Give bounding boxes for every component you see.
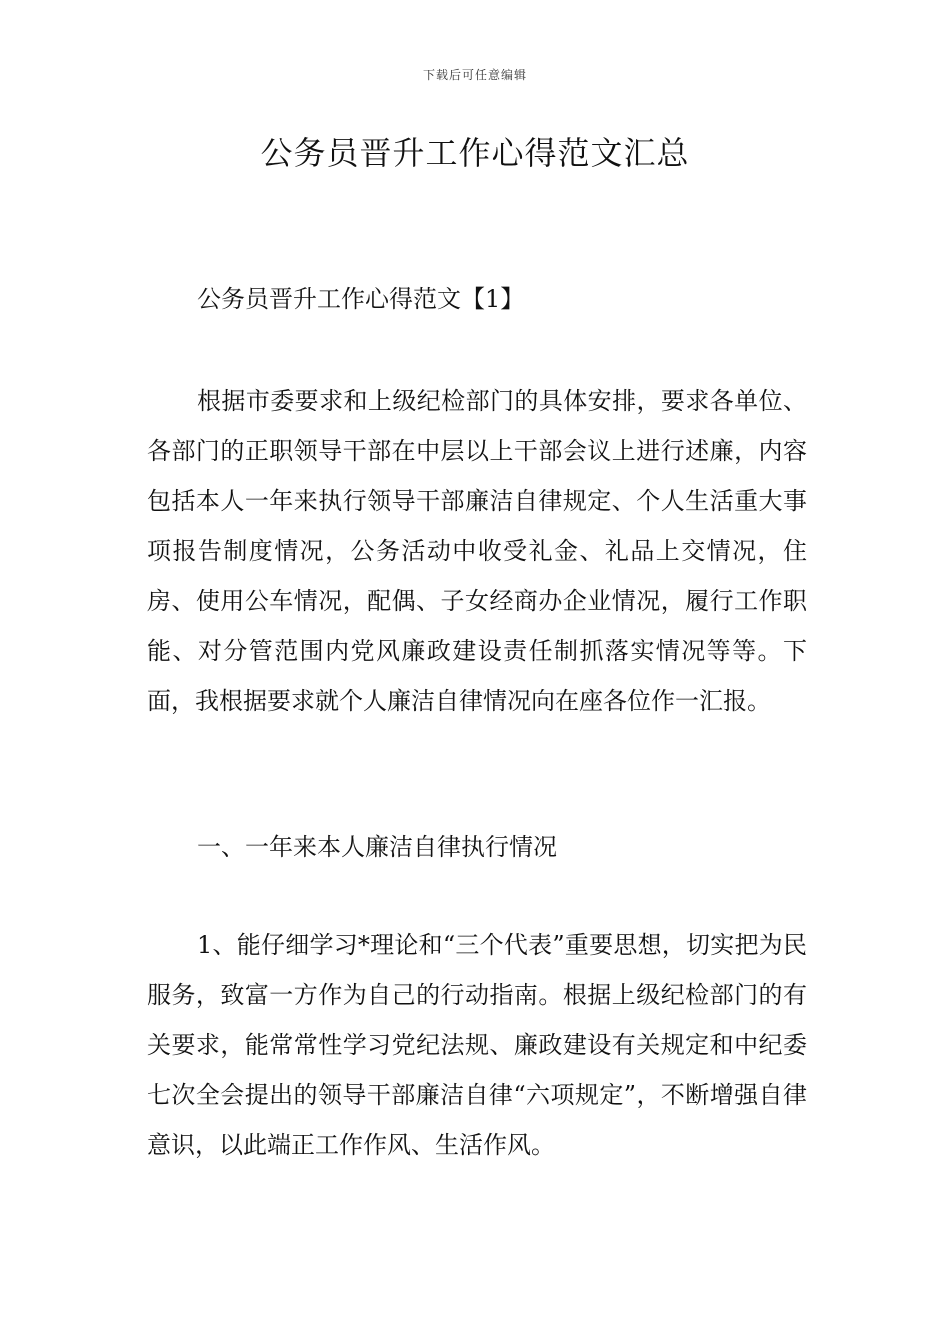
body-paragraph: 根据市委要求和上级纪检部门的具体安排，要求各单位、各部门的正职领导干部在中层以上干部会议上进行述廉，内容包括本人一年来执行领导干部廉洁自律规定、个人生活重大事项报告制度情况，公务活动中收受礼金、礼品上交情况，住房、使用公车情况，配偶、子女经商办企业情况，履行工作职能、对分管范围内党风廉政建设责任制抓落实情况等等。下面，我根据要求就个人廉洁自律情况向在座各位作一汇报。 [147, 387, 807, 715]
body-paragraph: 1、能仔细学习*理论和“三个代表”重要思想，切实把为民服务，致富一方作为自己的行动指南。根据上级纪检部门的有关要求，能常常性学习党纪法规、廉政建设有关规定和中纪委七次全会提出的领导干部廉洁自律“六项规定”，不断增强自律意识，以此端正工作作风、生活作风。 [147, 931, 807, 1159]
section-heading: 公务员晋升工作心得范文【1】 [197, 285, 525, 313]
header-note: 下载后可任意编辑 [422, 68, 527, 82]
subsection-heading: 一、一年来本人廉洁自律执行情况 [197, 833, 557, 861]
document-title: 公务员晋升工作心得范文汇总 [260, 134, 690, 172]
